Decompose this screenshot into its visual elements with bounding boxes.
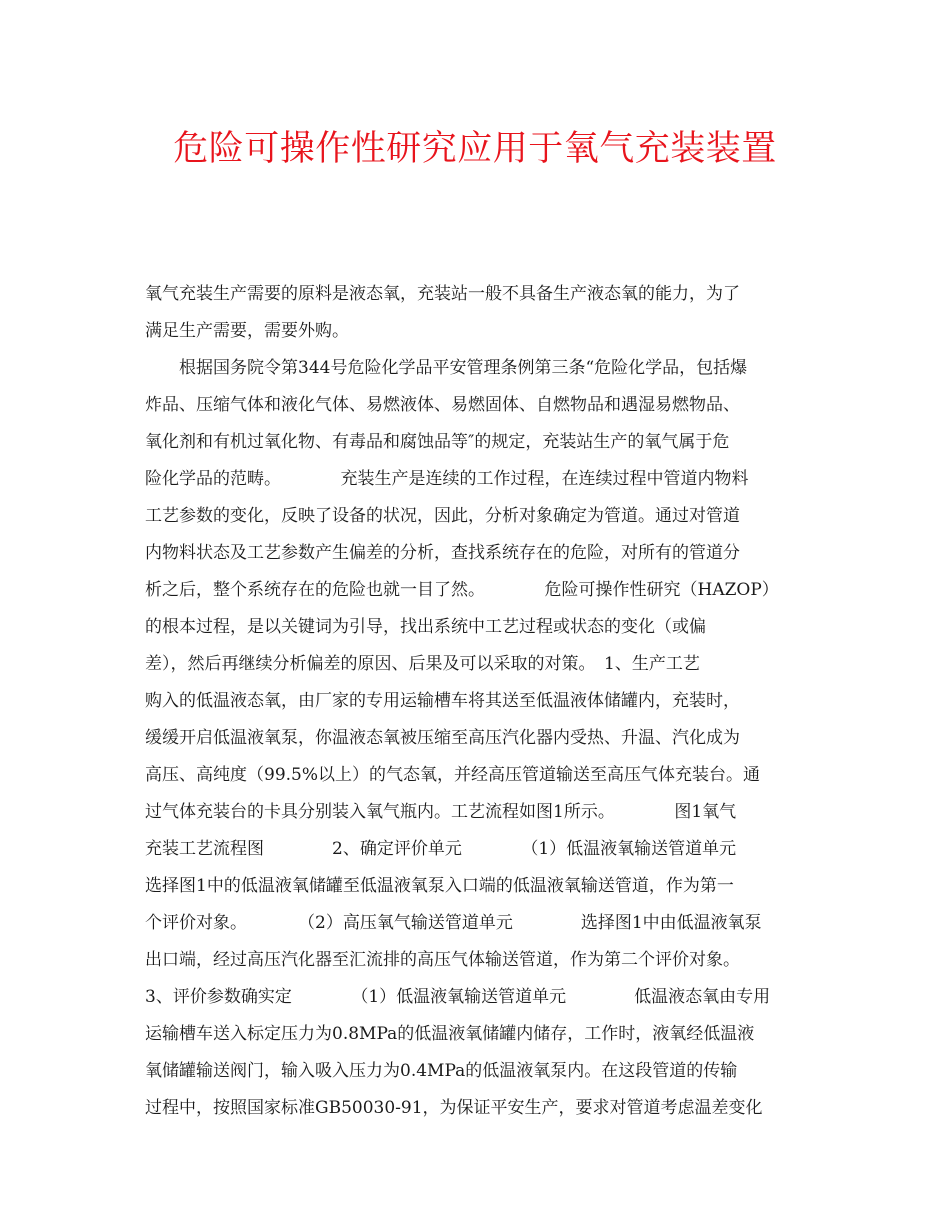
- paragraph-line: 内物料状态及工艺参数产生偏差的分析，查找系统存在的危险，对所有的管道分: [145, 543, 740, 563]
- paragraph-line: 炸品、压缩气体和液化气体、易燃液体、易燃固体、自燃物品和遇湿易燃物品、: [145, 395, 740, 415]
- paragraph-line: 个评价对象。 （2）高压氧气输送管道单元 选择图1中由低温液氧泵: [145, 913, 762, 933]
- paragraph-line: 析之后，整个系统存在的危险也就一目了然。 危险可操作性研究（HAZOP）: [145, 580, 779, 600]
- paragraph-line: 根据国务院令第344号危险化学品平安管理条例第三条“危险化学品，包括爆: [145, 358, 748, 378]
- paragraph-line: 选择图1中的低温液氧储罐至低温液氧泵入口端的低温液氧输送管道，作为第一: [145, 876, 734, 896]
- paragraph-line: 高压、高纯度（99.5%以上）的气态氧，并经高压管道输送至高压气体充装台。通: [145, 765, 761, 785]
- paragraph-line: 运输槽车送入标定压力为0.8MPa的低温液氧储罐内储存，工作时，液氧经低温液: [145, 1024, 755, 1044]
- paragraph-line: 的根本过程，是以关键词为引导，找出系统中工艺过程或状态的变化（或偏: [145, 617, 706, 637]
- paragraph-line: 满足生产需要，需要外购。: [145, 321, 349, 341]
- paragraph-line: 氧气充装生产需要的原料是液态氧，充装站一般不具备生产液态氧的能力，为了: [145, 284, 740, 304]
- paragraph-line: 差），然后再继续分析偏差的原因、后果及可以采取的对策。 1、生产工艺: [145, 654, 700, 674]
- document-title: 危险可操作性研究应用于氧气充装装置: [173, 129, 777, 169]
- paragraph-line: 出口端，经过高压汽化器至汇流排的高压气体输送管道，作为第二个评价对象。: [145, 950, 740, 970]
- paragraph-line: 充装工艺流程图 2、确定评价单元 （1）低温液氧输送管道单元: [145, 839, 737, 859]
- paragraph-line: 过程中，按照国家标准GB50030-91，为保证平安生产，要求对管道考虑温差变化: [145, 1098, 763, 1118]
- paragraph-line: 氧化剂和有机过氧化物、有毒品和腐蚀品等″的规定，充装站生产的氧气属于危: [145, 432, 730, 452]
- paragraph-line: 购入的低温液态氧，由厂家的专用运输槽车将其送至低温液体储罐内，充装时，: [145, 691, 740, 711]
- paragraph-line: 工艺参数的变化，反映了设备的状况，因此，分析对象确定为管道。通过对管道: [145, 506, 740, 526]
- paragraph-line: 险化学品的范畴。 充装生产是连续的工作过程，在连续过程中管道内物料: [145, 469, 749, 489]
- paragraph-line: 缓缓开启低温液氧泵，你温液态氧被压缩至高压汽化器内受热、升温、汽化成为: [145, 728, 740, 748]
- paragraph-line: 3、评价参数确实定 （1）低温液氧输送管道单元 低温液态氧由专用: [145, 987, 771, 1007]
- paragraph-line: 氧储罐输送阀门，输入吸入压力为0.4MPa的低温液氧泵内。在这段管道的传输: [145, 1061, 738, 1081]
- paragraph-line: 过气体充装台的卡具分别装入氧气瓶内。工艺流程如图1所示。 图1氧气: [145, 802, 737, 822]
- document-body: [145, 276, 805, 1127]
